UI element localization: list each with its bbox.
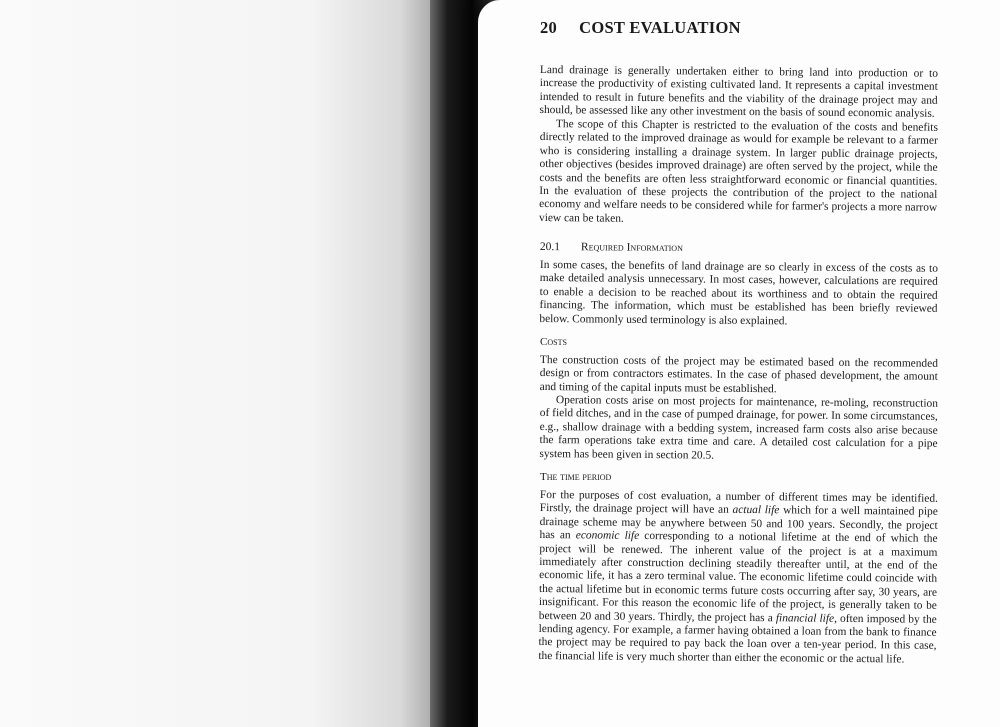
section-number: 20.1 bbox=[539, 240, 561, 254]
page-content bbox=[538, 18, 938, 666]
time-text-4: , often imposed by the lending agency. For example, a farmer having obtained a loan from the bank to finance the project may be required to pay back the loan over a ten-year period. In this case, the financial life is very much shorter than either the economic or the actual life. bbox=[538, 612, 937, 666]
costs-heading: Costs bbox=[540, 335, 567, 348]
time-text-3: corresponding to a notional lifetime at the end of which the project will be renewed. The inherent value of the project is at a maximum immediately after construction declining steadily thereafter until, at the end of the economic life, it has a zero terminal value. The economic lifetime could coincide with the actual lifetime but in economic terms future costs occurring after say, 30 years, are insignificant. For this reason the economic life of the project, is generally taken to be between 20 and 30 years. Thirdly, the project has a bbox=[538, 530, 938, 625]
intro-paragraph-1: Land drainage is generally undertaken either to bring land into production or to increase the productivity of existing cultivated land. It represents a capital investment intended to result in future benefits and the viability of the drainage project may and should, be assessed like any other investment on the basis of sound economic analysis. bbox=[539, 64, 938, 121]
time-period-paragraph bbox=[538, 489, 938, 667]
costs-paragraph-2: Operation costs arise on most projects for maintenance, re-moling, reconstruction of field ditches, and in the case of pumped drainage, for power. In some circumstances, e.g., shallow drainage with a bedding system, increased farm costs also arise because the farm operations take extra time and care. A detailed cost calculation for a pipe system has been given in section 20.5. bbox=[539, 394, 938, 462]
intro-paragraph-2: The scope of this Chapter is restricted to the evaluation of the costs and benefits directly related to the improved drainage as would for example be relevant to a farmer who is considering installing a drainage system. In larger public drainage projects, other objectives (besides improved drainage) are often served by the project, while the costs and the benefits are often less straightforward economic or financial quantities. In the evaluation of these projects the contribution of the project to the national economy and welfare needs to be considered while for farmer's projects a more narrow view can be taken. bbox=[538, 117, 938, 225]
time-text-2: which for a well maintained pipe drainage scheme may be anywhere between 50 and 100 years. Secondly, the project has an bbox=[539, 504, 938, 542]
chapter-title: COST EVALUATION bbox=[579, 18, 741, 37]
actual-life-term: actual life bbox=[732, 504, 780, 517]
chapter-number: 20 bbox=[540, 18, 558, 37]
section-paragraph: In some cases, the benefits of land drainage are so clearly in excess of the costs as to make detailed analysis unnecessary. In most cases, however, calculations are required to enable a decision to be reached about its worthiness and to obtain the required financing. The information, which must be established has been briefly reviewed below. Commonly used terminology is also explained. bbox=[539, 258, 938, 327]
left-page-blank bbox=[0, 0, 445, 727]
financial-life-term: financial life bbox=[775, 612, 835, 625]
section-heading bbox=[540, 241, 938, 256]
chapter-heading bbox=[540, 18, 938, 38]
costs-paragraph-1: The construction costs of the project may be estimated based on the recommended design or from contractors estimates. In the case of phased development, the amount and timing of the capital inputs must be established. bbox=[539, 353, 938, 395]
time-text-1: For the purposes of cost evaluation, a number of different times may be identified. Firstly, the drainage project will have an bbox=[539, 489, 938, 517]
economic-life-term: economic life bbox=[575, 529, 640, 543]
section-title: Required Information bbox=[580, 241, 683, 254]
time-period-heading: The time period bbox=[540, 471, 612, 484]
